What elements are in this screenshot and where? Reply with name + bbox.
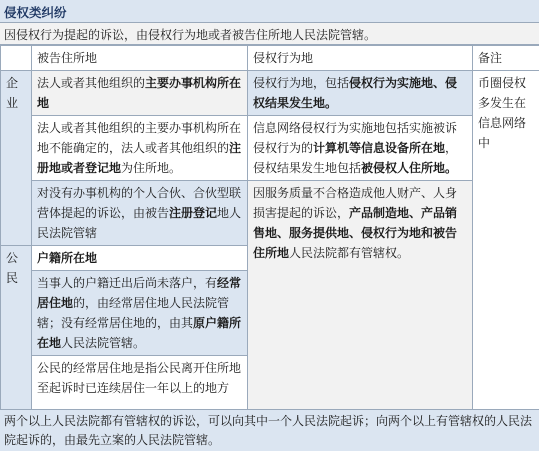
table-row bbox=[1, 181, 539, 246]
header-tort: 侵权行为地 bbox=[248, 46, 473, 71]
header-note: 备注 bbox=[473, 46, 539, 71]
tort-cell-3: 因服务质量不合格造成他人财产、人身损害提起的诉讼，产品制造地、产品销售地、服务提供地、侵权行为地和被告住所地人民法院都有管辖权。 bbox=[248, 181, 473, 418]
citizen-cell-3: 公民的经常居住地是指公民离开住所地至起诉时已连续居住一年以上的地方 bbox=[32, 356, 248, 418]
table-row bbox=[1, 71, 539, 116]
tort-cell-2: 信息网络侵权行为实施地包括实施被诉侵权行为的计算机等信息设备所在地，侵权结果发生地包括被侵权人住所地。 bbox=[248, 116, 473, 181]
party-enterprise: 企 业 bbox=[1, 71, 32, 246]
enterprise-cell-2: 法人或者其他组织的主要办事机构所在地不能确定的，法人或者其他组织的注册地或者登记地为住所地。 bbox=[32, 116, 248, 181]
party-citizen: 公 民 bbox=[1, 246, 32, 418]
table-header-row bbox=[1, 46, 539, 71]
enterprise-cell-3: 对没有办事机构的个人合伙、合伙型联营体提起的诉讼，由被告注册登记地人民法院管辖 bbox=[32, 181, 248, 246]
citizen-cell-1: 户籍所在地 bbox=[32, 246, 248, 271]
header-defendant: 被告住所地 bbox=[32, 46, 248, 71]
jurisdiction-table bbox=[0, 45, 539, 418]
citizen-cell-2: 当事人的户籍迁出后尚未落户，有经常居住地的，由经常居住地人民法院管辖；没有经常居住地的，由其原户籍所在地人民法院管辖。 bbox=[32, 271, 248, 356]
intro-text: 因侵权行为提起的诉讼，由侵权行为地或者被告住所地人民法院管辖。 bbox=[0, 23, 539, 45]
section-title: 侵权类纠纷 bbox=[0, 0, 539, 23]
tort-cell-1: 侵权行为地，包括侵权行为实施地、侵权结果发生地。 bbox=[248, 71, 473, 116]
header-blank bbox=[1, 46, 32, 71]
enterprise-cell-1: 法人或者其他组织的主要办事机构所在地 bbox=[32, 71, 248, 116]
table-row bbox=[1, 116, 539, 181]
note-cell: 币圈侵权多发生在信息网络中 bbox=[473, 71, 539, 418]
footer-text: 两个以上人民法院都有管辖权的诉讼，可以向其中一个人民法院起诉；向两个以上有管辖权的人民法院起诉的，由最先立案的人民法院管辖。 bbox=[0, 409, 539, 451]
